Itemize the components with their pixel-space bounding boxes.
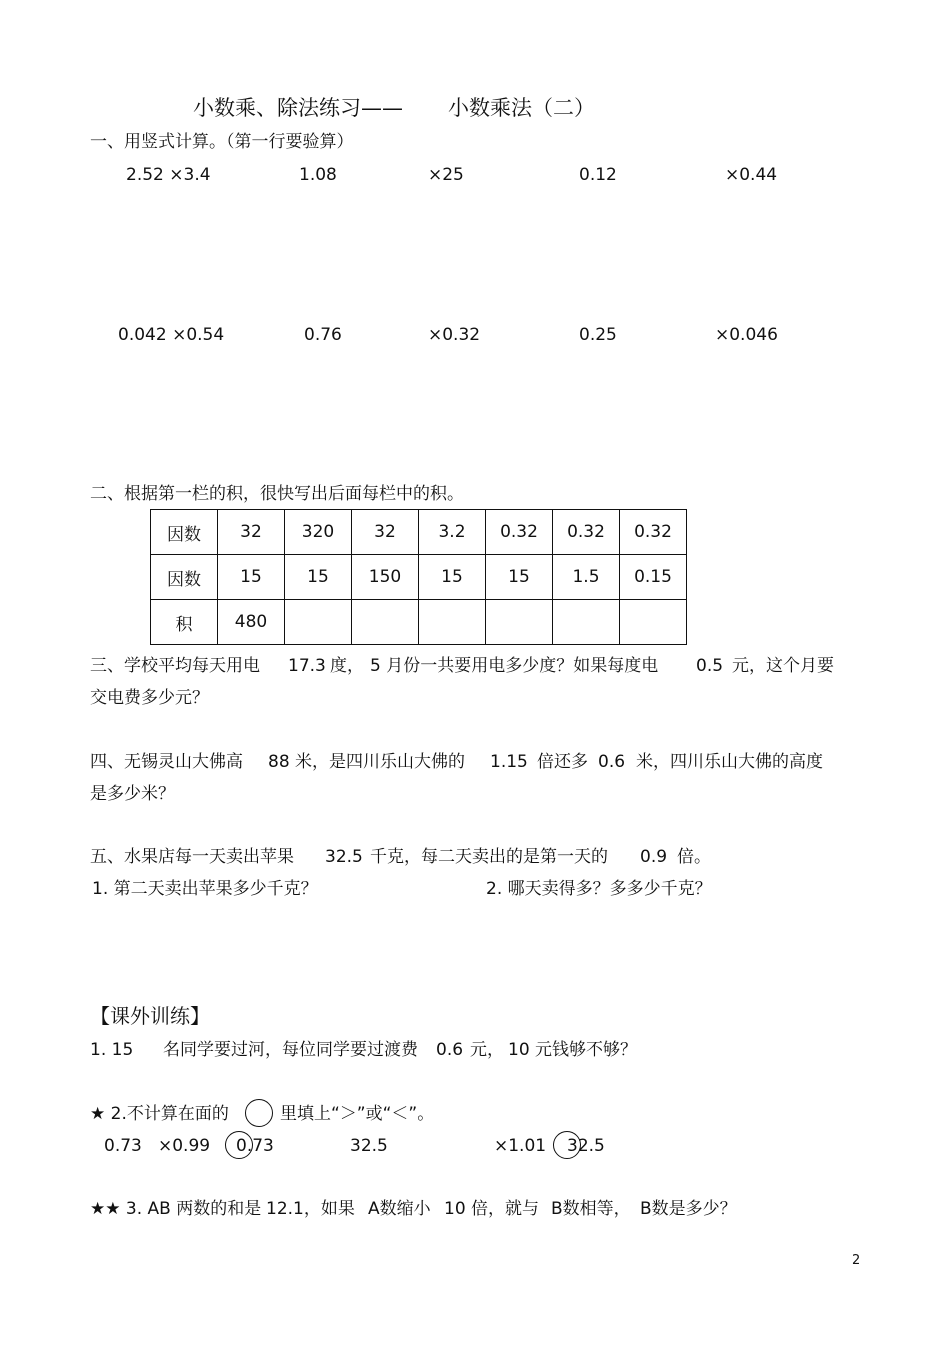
table-row: [151, 510, 687, 555]
section-5-question-1: 1. 第二天卖出苹果多少千克？: [92, 879, 318, 899]
comparison-value: ×1.01: [494, 1136, 547, 1156]
table-cell: 32: [218, 510, 285, 555]
comparison-value: 32.5: [567, 1136, 605, 1156]
extra-p3-text: B数是多少？: [640, 1199, 737, 1219]
section-5-text: 千克，每二天卖出的是第一天的: [370, 847, 608, 867]
product-table: [150, 509, 687, 645]
section-2-heading: 二、根据第一栏的积，很快写出后面每栏中的积。: [90, 484, 464, 504]
extra-p3-text: B数相等，: [551, 1199, 631, 1219]
extra-p3-text: ★★ 3. AB 两数的和是: [90, 1199, 262, 1219]
section-4-text: 是多少米？: [90, 784, 175, 804]
calc-expression: ×0.32: [428, 325, 481, 345]
extra-p1-number: 0.6: [436, 1040, 464, 1060]
table-cell: 320: [285, 510, 352, 555]
section-5-text: 倍。: [677, 847, 711, 867]
table-cell: 3.2: [419, 510, 486, 555]
section-5-number: 0.9: [640, 847, 668, 867]
section-3-text: 交电费多少元？: [90, 688, 209, 708]
table-cell: 0.15: [620, 555, 687, 600]
table-cell: 150: [352, 555, 419, 600]
section-5-question-2: 2. 哪天卖得多？多多少千克？: [486, 879, 712, 899]
answer-cell[interactable]: [352, 600, 419, 645]
table-cell: 0.32: [553, 510, 620, 555]
section-3-text: 度，: [330, 656, 364, 676]
extra-p3-text: 12.1，如果: [266, 1199, 355, 1219]
extra-p3-text: 10 倍，就与: [444, 1199, 540, 1219]
table-cell: 因数: [151, 555, 218, 600]
section-1-heading: 一、用竖式计算。（第一行要验算）: [90, 132, 354, 152]
answer-cell[interactable]: [419, 600, 486, 645]
comparison-value: 32.5: [350, 1136, 388, 1156]
extra-p1-text: 名同学要过河，每位同学要过渡费: [163, 1040, 418, 1060]
page-title-right: 小数乘法（二）: [448, 96, 595, 120]
section-4-number: 0.6: [598, 752, 626, 772]
table-cell: 15: [218, 555, 285, 600]
table-cell: 因数: [151, 510, 218, 555]
answer-cell[interactable]: [285, 600, 352, 645]
extra-p1-text: 1. 15: [90, 1040, 134, 1060]
comparison-value: ×0.99: [158, 1136, 211, 1156]
section-4-text: 88 米，是四川乐山大佛的: [268, 752, 466, 772]
calc-expression: 0.042 ×0.54: [118, 325, 225, 345]
page-title-left: 小数乘、除法练习——: [193, 96, 403, 120]
answer-cell[interactable]: [620, 600, 687, 645]
calc-expression: 0.25: [579, 325, 617, 345]
comparison-circle[interactable]: [245, 1099, 273, 1127]
section-3-number: 17.3: [288, 656, 326, 676]
extra-p2-text: ★ 2.不计算在面的: [90, 1104, 229, 1124]
extra-p1-text: 元，: [470, 1040, 504, 1060]
table-cell: 0.32: [620, 510, 687, 555]
comparison-value: 0.73: [104, 1136, 142, 1156]
section-4-text: 四、无锡灵山大佛高: [90, 752, 243, 772]
section-3-text: 5 月份一共要用电多少度？如果每度电: [370, 656, 659, 676]
table-cell: 480: [218, 600, 285, 645]
calc-expression: ×0.046: [715, 325, 778, 345]
table-cell: 1.5: [553, 555, 620, 600]
calc-expression: ×25: [428, 165, 464, 185]
answer-cell[interactable]: [553, 600, 620, 645]
table-cell: 积: [151, 600, 218, 645]
extra-heading: 【课外训练】: [90, 1004, 210, 1028]
extra-p3-text: A数缩小: [368, 1199, 431, 1219]
section-5-text: 五、水果店每一天卖出苹果: [90, 847, 294, 867]
page-number: 2: [852, 1253, 861, 1268]
table-cell: 0.32: [486, 510, 553, 555]
table-row: [151, 555, 687, 600]
calc-expression: 0.76: [304, 325, 342, 345]
extra-p2-text: 里填上“＞”或“＜”。: [280, 1104, 435, 1124]
table-cell: 32: [352, 510, 419, 555]
section-5-number: 32.5: [325, 847, 363, 867]
extra-p1-text: 10 元钱够不够？: [508, 1040, 638, 1060]
section-4-text: 倍还多: [537, 752, 588, 772]
calc-expression: ×0.44: [725, 165, 778, 185]
table-row: [151, 600, 687, 645]
section-3-number: 0.5: [696, 656, 724, 676]
section-3-text: 元，这个月要: [732, 656, 834, 676]
table-cell: 15: [419, 555, 486, 600]
section-4-text: 米，四川乐山大佛的高度: [636, 752, 823, 772]
table-cell: 15: [486, 555, 553, 600]
calc-expression: 0.12: [579, 165, 617, 185]
table-cell: 15: [285, 555, 352, 600]
calc-expression: 2.52 ×3.4: [126, 165, 211, 185]
calc-expression: 1.08: [299, 165, 337, 185]
section-4-number: 1.15: [490, 752, 528, 772]
answer-cell[interactable]: [486, 600, 553, 645]
comparison-value: 0.73: [236, 1136, 274, 1156]
section-3-text: 三、学校平均每天用电: [90, 656, 260, 676]
